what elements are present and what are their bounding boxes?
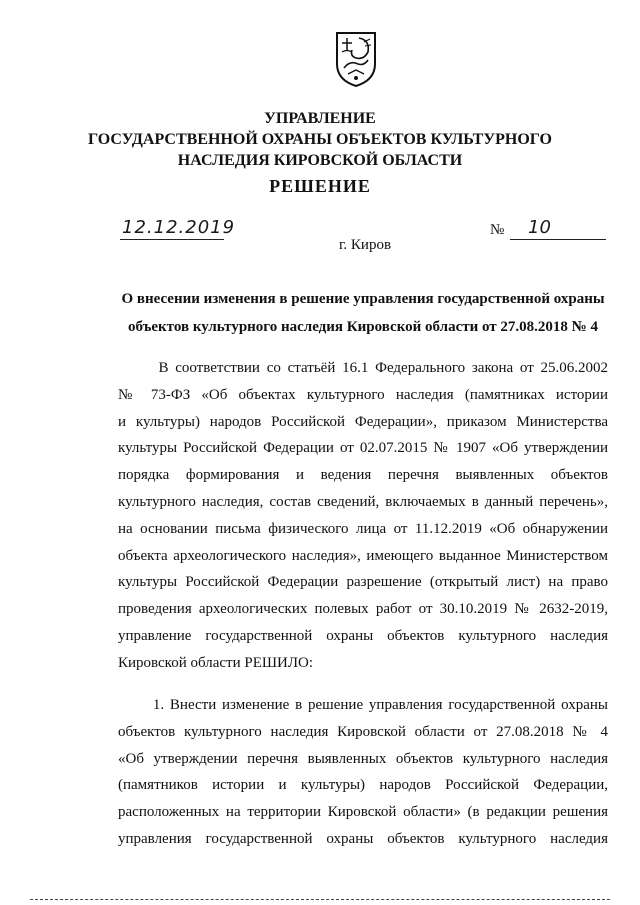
text-line: 1. Внести изменение в решение управления государственной охраны bbox=[118, 697, 608, 713]
number-label: № bbox=[490, 222, 505, 238]
text-line: на основании письма физического лица от 11.12.2019 «Об обнаружении bbox=[118, 520, 608, 537]
text-line: порядка формирования и ведения перечня выявленных объектов bbox=[118, 467, 608, 484]
subject-heading bbox=[118, 285, 608, 341]
text-line: управления государственной охраны объектов культурного наследия bbox=[118, 830, 608, 847]
org-title-line-2: ГОСУДАРСТВЕННОЙ ОХРАНЫ ОБЪЕКТОВ КУЛЬТУРНОГО bbox=[88, 131, 552, 148]
text-line: № 73-ФЗ «Об объектах культурного наследия (памятниках истории bbox=[118, 386, 608, 403]
text-line: культуры Российской Федерации разрешение (открытый лист) на право bbox=[118, 574, 608, 591]
text-line: и культуры) народов Российской Федерации», приказом Министерства bbox=[118, 413, 608, 430]
text-line: Кировской области РЕШИЛО: bbox=[118, 654, 314, 671]
org-title-line-1: УПРАВЛЕНИЕ bbox=[264, 110, 376, 127]
coat-of-arms-emblem bbox=[334, 30, 378, 88]
text-line: В соответствии со статьёй 16.1 Федерального закона от 25.06.2002 bbox=[118, 360, 608, 376]
text-line: объектов культурного наследия Кировской области от 27.08.2018 № 4 bbox=[118, 723, 608, 740]
document-type-heading: РЕШЕНИЕ bbox=[269, 176, 371, 196]
subject-line-2: объектов культурного наследия Кировской области от 27.08.2018 № 4 bbox=[128, 319, 598, 335]
text-line: (памятников истории и культуры) народов Российской Федерации, bbox=[118, 777, 608, 794]
org-title-line-3: НАСЛЕДИЯ КИРОВСКОЙ ОБЛАСТИ bbox=[177, 152, 463, 169]
text-line: культурного наследия, состав сведений, включаемых в данный перечень», bbox=[118, 493, 608, 510]
text-line: культуры Российской Федерации от 02.07.2015 № 1907 «Об утверждении bbox=[118, 440, 608, 457]
text-line: объекта археологического наследия», имеющего выданное Министерством bbox=[118, 547, 608, 564]
text-line: управление государственной охраны объектов культурного наследия bbox=[118, 627, 608, 644]
page-bottom-rule bbox=[30, 899, 610, 900]
text-line: расположенных на территории Кировской области» (в редакции решения bbox=[118, 804, 608, 821]
text-line: «Об утверждении перечня выявленных объектов культурного наследия bbox=[118, 750, 608, 767]
number-value: 10 bbox=[528, 217, 551, 238]
organization-title bbox=[0, 108, 640, 171]
city-label: г. Киров bbox=[338, 237, 392, 253]
text-line: проведения археологических полевых работ от 30.10.2019 № 2632-2019, bbox=[118, 601, 608, 618]
paragraph-item-1 bbox=[118, 692, 608, 853]
date-value: 12.12.2019 bbox=[122, 217, 236, 238]
subject-line-1: О внесении изменения в решение управления государственной охраны bbox=[121, 291, 605, 307]
paragraph-preamble bbox=[118, 355, 608, 677]
